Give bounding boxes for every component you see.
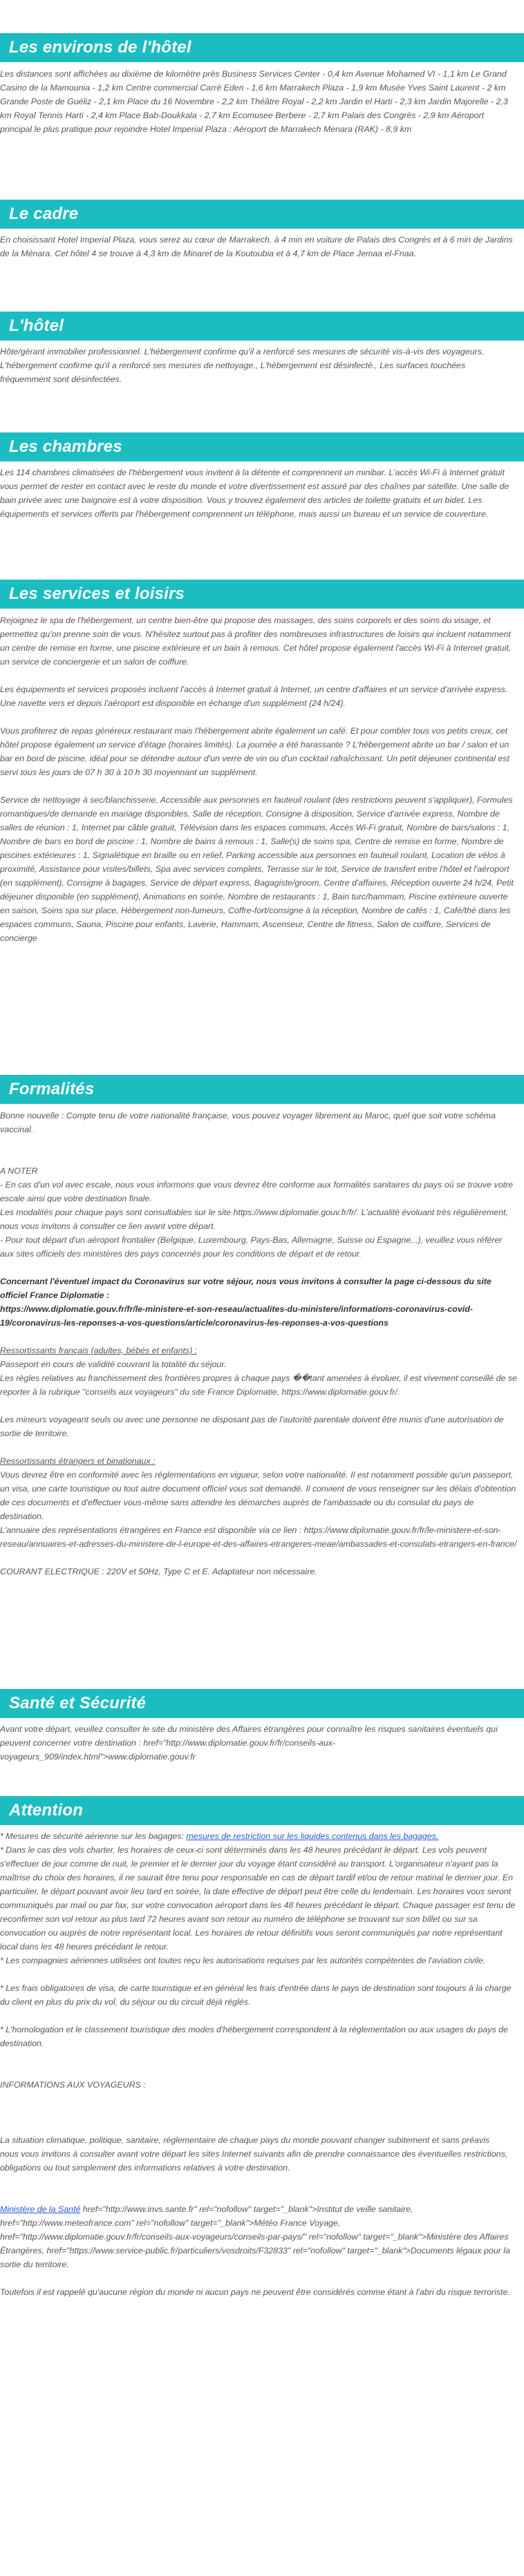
paragraph: En choisissant Hotel Imperial Plaza, vous serez au cœur de Marrakech, à 4 min en voiture de Palais des Congrès et à 6 min de Jardins de la Ménara. Cet hôtel 4 se trouve à 4,3 km de Minaret de la Koutoubia et à 4,7 km de Place Jemaa el-Fnaa. [0,235,513,258]
paragraph: Vous devrez être en conformité avec les réglementations en vigueur, selon votre nationalité. Il est notamment possible qu'un passeport, un visa, une carte touristique ou tout autre document officiel vous soit demandé. Il convient de vous renseigner sur les délais d'obtention de ces documents et d'effectuer vous-même sans attendre les démarches auprès de l'ambassade ou du consulat du pays de destination. [0,1470,516,1521]
section-attention [0,1796,524,1825]
paragraph: La situation climatique, politique, sanitaire, réglementaire de chaque pays du monde pouvant changer subitement et sans préavis [0,2135,490,2145]
section-title: Les services et loisirs [9,584,185,603]
paragraph: Avant votre départ, veuillez consulter le site du ministère des Affaires étrangères pour connaître les risques sanitaires éventuels qui peuvent concerner votre destination : href="http://www.diplomatie.gouv.fr/fr/conseils-aux-voyageurs_909/index.html">www.diplomatie.gouv.fr [0,1724,498,1762]
section-environs [0,33,524,62]
sante-text [0,1722,517,1777]
ministere-sante-link[interactable]: Ministère de la Santé [0,2204,81,2214]
paragraph-text: * Mesures de sécurité aérienne sur les bagages: [0,1831,187,1841]
services-text [0,613,517,959]
paragraph: Rejoignez le spa de l'hébergement, un centre bien-être qui propose des massages, des soins corporels et des soins du visage, et permettez qu'on prenne soin de vous. N'hésitez surtout pas à profiter des nombreuses infrastructures de loisirs qui incluent notamment un centre de remise en forme, une piscine extérieure et un bain à remous. Cet hôtel propose également l'accès Wi-Fi à Internet gratuit, un service de conciergerie et un salon de coiffure. [0,616,512,667]
paragraph: Vous profiterez de repas généreux restaurant mais l'hébergement abrite également un café. Et pour combler tous vos petits creux, cet hôtel propose également un service d'étage (horaires limités). La journée a été harassante ? L'hébergement abrite un bar / salon et un bar en bord de piscine, idéal pour se détendre autour d'un verre de vin ou d'un cocktail rafraîchissant. Un petit déjeuner continental est servi tous les jours de 07 h 30 à 10 h 30 moyennant un supplément. [0,726,509,777]
section-header [0,200,524,229]
paragraph-text: href="http://www.invs.sante.fr" rel="nofollow" target="_blank">Institut de veille sanitaire, href="http://www.meteofrance.com" rel="nofollow" target="_blank">Météo France Voyage, href="http://www.diplomatie.gouv.fr/fr/conseils-aux-voyageurs/conseils-par-pays/" rel="nofollow" target="_blank">Ministère des Affaires Étrangères, href="https://www.service-public.fr/particuliers/vosdroits/F32833" rel="nofollow" target="_blank">Documents légaux pour la sortie du territoire. [0,2204,510,2269]
hotel-text [0,345,517,400]
chambres-text [0,466,517,535]
paragraph: Passeport en cours de validité couvrant la totalité du séjour. [0,1359,227,1369]
covid-link: https://www.diplomatie.gouv.fr/fr/le-ministere-et-son-reseau/actualites-du-ministere/informations-coronavirus-covid-19/coronavirus-les-reponses-a-vos-questions/article/coronavirus-les-reponses-a-vos-questions [0,1304,473,1328]
info-title: INFORMATIONS AUX VOYAGEURS : [0,2080,146,2090]
section-title: Attention [9,1801,84,1820]
paragraph: Les règles relatives au franchissement des frontières propres à chaque pays ��tant amenées à évoluer, il est vivement conseillé de se reporter à la rubrique "conseils aux voyageurs" du site France Diplomatie, https://www.diplomatie.gouv.fr/. [0,1373,517,1397]
attention-text [0,1829,517,2313]
section-header [0,580,524,609]
section-title: L'hôtel [9,316,64,335]
section-services [0,580,524,609]
anoter-title: A NOTER [0,1166,38,1176]
section-hotel [0,312,524,341]
paragraph [0,1829,517,1843]
environs-text [0,67,517,150]
paragraph: * L'homologation et le classement touristique des modes d'hébergement correspondent à la réglementation ou aux usages du pays de destination. [0,2025,508,2048]
section-header [0,1075,524,1104]
section-title: Les chambres [9,437,122,456]
section-header [0,1796,524,1825]
paragraph: COURANT ELECTRIQUE : 220V et 50Hz, Type C et E. Adaptateur non nécessaire. [0,1567,317,1576]
section-title: Le cadre [9,204,79,223]
paragraph: Les modalités pour chaque pays sont consultables sur le site https://www.diplomatie.gouv.fr/fr/. L'actualité évoluant très régulièrement, nous vous invitons à consulter ce lien avant votre départ. [0,1208,508,1231]
paragraph: Hôte/gérant immobilier professionnel. L'hébergement confirme qu'il a renforcé ses mesures de sécurité vis-à-vis des voyageurs. L'hébergement confirme qu'il a renforcé ses mesures de nettoyage., L'hébergement est désinfecté., Les surfaces touchées fréquemment sont désinfectées. [0,347,485,384]
covid-title: Concernant l'éventuel impact du Coronavirus sur votre séjour, nous vous invitons à consulter la page ci-dessous du site officiel France Diplomatie : [0,1277,492,1300]
cadre-text [0,233,517,274]
liquids-restriction-link[interactable]: mesures de restriction sur les liquides contenus dans les bagages. [186,1831,439,1841]
section-header [0,1689,524,1718]
section-cadre [0,200,524,229]
section-header [0,33,524,62]
paragraph: * Dans le cas des vols charter, les horaires de ceux-ci sont déterminés dans les 48 heures précédant le départ. Les vols peuvent s'effectuer de jour comme de nuit, le premier et le dernier jour du voyage étant considéré au transport. L'organisateur n'ayant pas la maîtrise du choix des horaires, il ne saurait être tenu pour responsable en cas de départ tardif et/ou de retour matinal le dernier jour. En particulier, le départ pouvant avoir lieu tard en soirée, la date effective de départ peut être celle du lendemain. Les horaires vous seront communiqués par mail ou par fax, sur votre convocation aéroport dans les 48 heures précédant le départ. Chaque passager est tenu de reconfirmer son vol retour au plus tard 72 heures avant son retour au numéro de téléphone se trouvant sur son billet ou sur sa convocation ou auprès de notre représentant local. Les horaires de retour définitifs vous seront communiqués par notre représentant local dans les 48 heures précédant le retour. [0,1845,516,1952]
paragraph: * Les compagnies aériennes utilisées ont toutes reçu les autorisations requises par les autorités compétentes de l'aviation civile. [0,1956,486,1965]
paragraph: Les 114 chambres climatisées de l'hébergement vous invitent à la détente et comprennent un minibar. L'accès Wi-Fi à Internet gratuit vous permet de rester en contact avec le reste du monde et votre divertissement est assuré par des chaînes par satellite. Une salle de bain privée avec une baignoire est à votre disposition. Vous y trouvez également des articles de toilette gratuits et un bidet. Les équipements et services offerts par l'hébergement comprennent un téléphone, mais aussi un bureau et un service de couverture. [0,468,509,519]
section-title: Santé et Sécurité [9,1694,147,1712]
section-formalites [0,1075,524,1104]
paragraph: Service de nettoyage à sec/blanchisserie, Accessible aux personnes en fauteuil roulant (des restrictions peuvent s'appliquer), Formules romantiques/de demande en mariage disponibles, Salle de réception, Consigne à disposition, Service d'arrivée express, Nombre de salles de réunion : 1, Internet par câble gratuit, Télévision dans les espaces communs, Accès Wi-Fi gratuit, Nombre de bars/salons : 1, Nombre de bars en bord de piscine : 1, Nombre de bains à remous : 1, Salle(s) de soins spa, Centre de remise en forme, Nombre de piscines extérieures : 1, Signalétique en braille ou en relief, Parking accessible aux personnes en fauteuil roulant, Location de vélos à proximité, Assistance pour visites/billets, Spa avec services complets, Terrasse sur le toit, Service de transfert entre l'hôtel et l'aéroport (en supplément), Consigne à bagages, Service de départ express, Bagagiste/groom, Centre d'affaires, Réception ouverte 24 h/24, Petit déjeuner disponible (en supplément), Animations en soirée, Nombre de restaurants : 1, Bain turc/hammam, Piscine extérieure ouverte en saison, Soins spa sur place, Hébergement non-fumeurs, Coffre-fort/consigne à la réception, Nombre de cafés : 1, Café/thé dans les espaces communs, Sauna, Piscine pour enfants, Laverie, Hammam, Ascenseur, Centre de fitness, Salon de coiffure, Services de concierge [0,795,514,943]
paragraph: Bonne nouvelle : Compte tenu de votre nationalité française, vous pouvez voyager librement au Maroc, quel que soit votre schéma vaccinal. [0,1111,496,1134]
section-chambres [0,432,524,461]
section-header [0,432,524,461]
paragraph: L'annuaire des représentations étrangères en France est disponible via ce lien : https://www.diplomatie.gouv.fr/fr/le-ministere-et-son-reseau/annuaires-et-adresses-du-ministere-de-l-europe-et-des-affaires-etrangeres-meae/ambassades-et-consulats-etrangers-en-france/ [0,1525,517,1549]
paragraph: Les mineurs voyageant seuls ou avec une personne ne disposant pas de l'autorité parentale doivent être munis d'une autorisation de sortie de territoire. [0,1415,504,1438]
etr-title: Ressortissants étrangers et binationaux : [0,1456,156,1466]
section-title: Formalités [9,1080,95,1098]
paragraph: nous vous invitons à consulter avant votre départ les sites Internet suivants afin de prendre connaissance des éventuelles restrictions, obligations ou tout simplement des informations relatives à votre destination. [0,2149,508,2173]
section-title: Les environs de l'hôtel [9,38,191,57]
section-sante [0,1689,524,1718]
formalites-text [0,1109,517,1592]
paragraph: Toutefois il est rappelé qu'aucune région du monde ni aucun pays ne peuvent être considérés comme étant à l'abri du risque terroriste. [0,2287,510,2297]
paragraph: Les distances sont affichées au dixième de kilomètre près Business Services Center - 0,4 km Avenue Mohamed VI - 1,1 km Le Grand Casino de la Mamounia - 1,2 km Centre commercial Carré Eden - 1,6 km Marrakech Plaza - 1,9 km Musée Yves Saint Laurent - 2 km Grande Poste de Guéliz - 2,1 km Place du 16 Novembre - 2,2 km Théâtre Royal - 2,2 km Jardin el Harti - 2,3 km Jardin Majorelle - 2,3 km Royal Tennis Harti - 2,4 km Place Bab-Doukkala - 2,7 km Ecomusee Berbere - 2,7 km Palais des Congrès - 2,9 km Aéroport principal le plus pratique pour rejoindre Hotel Imperial Plaza : Aéroport de Marrakech Menara (RAK) - 8,9 km [0,69,508,134]
paragraph: Les équipements et services proposés incluent l'accès à Internet gratuit à Internet, un centre d'affaires et un service d'arrivée express. Une navette vers et depuis l'aéroport est disponible en échange d'un supplément (24 h/24). [0,685,508,708]
paragraph: * Les frais obligatoires de visa, de carte touristique et en général les frais d'entrée dans le pays de destination sont toujours à la charge du client en plus du prix du vol, du séjour ou du circuit déjà réglés. [0,1983,512,2007]
section-header [0,312,524,341]
paragraph: - En cas d'un vol avec escale, nous vous informons que vous devrez être conforme aux formalités sanitaires du pays où se trouve votre escale ainsi que votre destination finale. [0,1180,514,1203]
paragraph: - Pour tout départ d'un aéroport frontalier (Belgique, Luxembourg, Pays-Bas, Allemagne, Suisse ou Espagne...), veuillez vous référer aux sites officiels des ministères des pays concernés pour les conditions de départ et de retour. [0,1235,503,1259]
paragraph [0,2202,517,2271]
fr-title: Ressortissants français (adultes, bébés et enfants) : [0,1346,198,1355]
